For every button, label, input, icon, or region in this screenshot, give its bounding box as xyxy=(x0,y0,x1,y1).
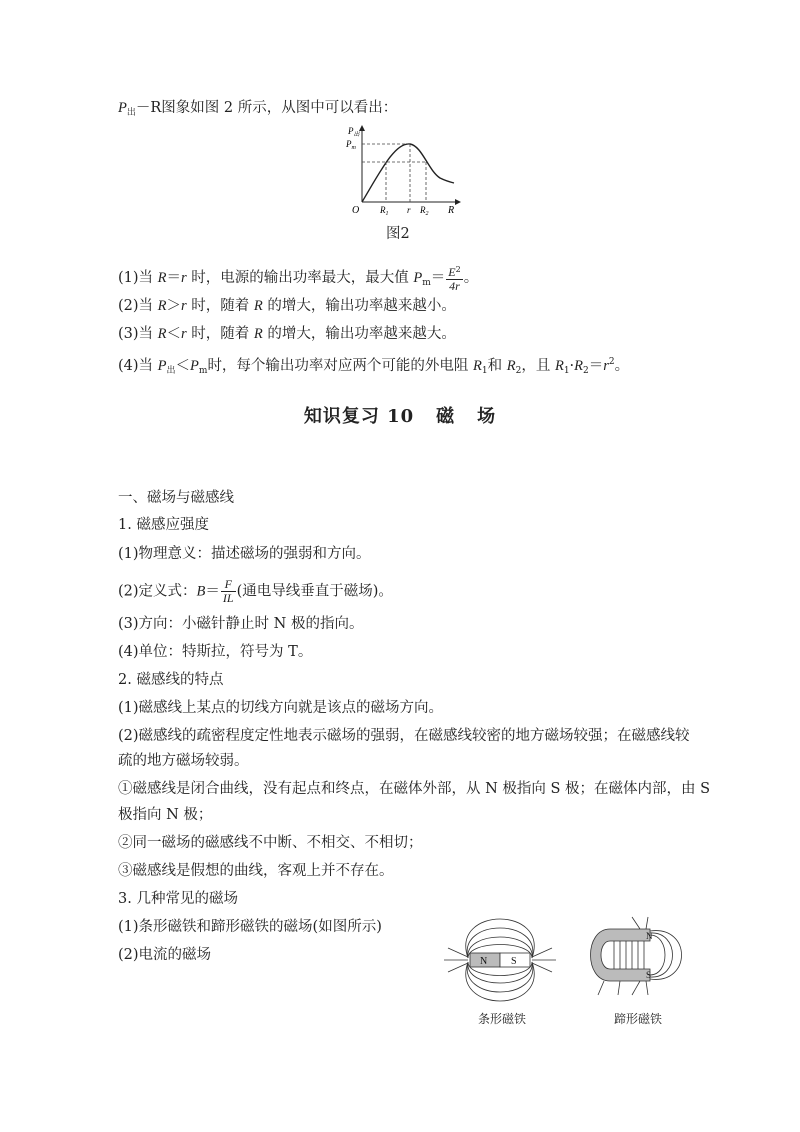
item-closed-curve-1: ①磁感线是闭合曲线，没有起点和终点，在磁体外部，从 N 极指向 S 极；在磁体内部，由 S xyxy=(118,781,711,797)
section-title-left: 知识复习 10 xyxy=(303,406,415,427)
item-closed-curve-2: 极指向 N 极； xyxy=(118,807,213,823)
item-imaginary: ③磁感线是假想的曲线，客观上并不存在。 xyxy=(118,863,394,879)
horseshoe-n-label: N xyxy=(646,931,653,941)
intro-p: P xyxy=(118,100,127,116)
point-2: (2)当 R＞r 时，随着 R 的增大，输出功率越来越小。 xyxy=(118,298,456,314)
graph-caption: 图2 xyxy=(386,226,410,242)
item-density-2: 疏的地方磁场较弱。 xyxy=(118,753,249,769)
item-definition: (2)定义式：B＝ $\frac{F}{IL}$ (通电导线垂直于磁场)。 xyxy=(118,577,393,605)
bar-s-label: S xyxy=(511,956,517,967)
y-axis-label: $P_出$ xyxy=(348,126,360,138)
power-resistance-graph xyxy=(340,122,470,222)
heading-magnetic-field: 一、磁场与磁感线 xyxy=(118,490,234,506)
definition-fraction: $\frac{F}{IL}$ xyxy=(222,577,234,605)
intro-line xyxy=(118,98,397,123)
bar-magnet-figure xyxy=(440,910,560,1010)
point-4: (4)当 $P_出<P_m$时，每个输出功率对应两个可能的外电阻 $R_1$和 $R_2$，且 $R_1\cdot R_2=r^2$。 xyxy=(118,357,630,376)
point-3: (3)当 R＜r 时，随着 R 的增大，输出功率越来越大。 xyxy=(118,326,456,342)
section-title xyxy=(0,402,800,428)
section-title-char-2: 场 xyxy=(477,406,497,427)
bar-n-label: N xyxy=(480,956,488,967)
power-curve xyxy=(362,144,454,202)
pm-fraction: $\frac{E^2}{4r}$ xyxy=(448,265,461,293)
subheading-field-lines: 2. 磁感线的特点 xyxy=(118,672,224,688)
item-direction: (3)方向：小磁针静止时 N 极的指向。 xyxy=(118,616,364,632)
r-label: r xyxy=(407,205,411,215)
item-unit: (4)单位：特斯拉，符号为 T。 xyxy=(118,644,313,660)
r2-label: $R_2$ xyxy=(420,205,429,217)
origin-label: O xyxy=(352,205,360,216)
horseshoe-s-label: S xyxy=(646,970,652,980)
pm-label: $P_m$ xyxy=(346,139,356,151)
subheading-induction: 1. 磁感应强度 xyxy=(118,517,209,533)
bar-magnet-caption: 条形磁铁 xyxy=(478,1012,527,1026)
point-1: (1)当 R＝r 时，电源的输出功率最大，最大值 $P_m=$ $\frac{E^2}{4r}$ 。 xyxy=(118,265,479,293)
subheading-common-fields: 3. 几种常见的磁场 xyxy=(118,891,238,907)
item-no-intersect: ②同一磁场的磁感线不中断、不相交、不相切； xyxy=(118,835,423,851)
section-title-char-1: 磁 xyxy=(436,406,456,427)
horseshoe-magnet-caption: 蹄形磁铁 xyxy=(614,1012,663,1026)
intro-p-sub: 出 xyxy=(126,108,136,118)
r1-label: $R_1$ xyxy=(380,205,389,217)
item-current-field: (2)电流的磁场 xyxy=(118,947,212,963)
horseshoe-magnet-figure xyxy=(570,915,700,1005)
item-magnets: (1)条形磁铁和蹄形磁铁的磁场(如图所示) xyxy=(118,919,382,935)
item-physical-meaning: (1)物理意义：描述磁场的强弱和方向。 xyxy=(118,546,371,562)
item-tangent: (1)磁感线上某点的切线方向就是该点的磁场方向。 xyxy=(118,700,444,716)
intro-text: －R图象如图 2 所示，从图中可以看出： xyxy=(135,100,398,116)
item-density-1: (2)磁感线的疏密程度定性地表示磁场的强弱，在磁感线较密的地方磁场较强；在磁感线较 xyxy=(118,728,690,744)
x-axis-label: R xyxy=(448,205,455,216)
